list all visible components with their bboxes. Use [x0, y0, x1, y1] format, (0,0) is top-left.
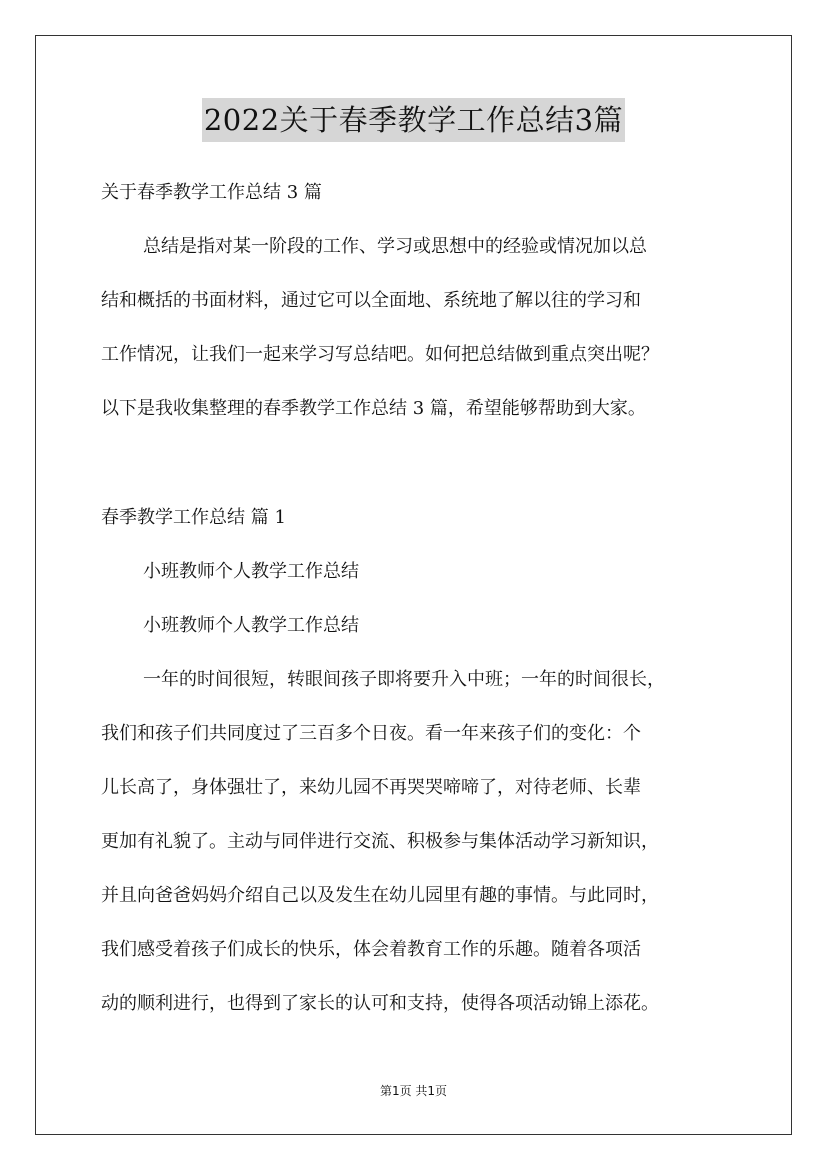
sub-heading-2: 小班教师个人教学工作总结: [143, 615, 359, 636]
body-line-7: 动的顺利进行，也得到了家长的认可和支持，使得各项活动锦上添花。: [101, 993, 659, 1014]
intro-line-2: 结和概括的书面材料，通过它可以全面地、系统地了解以往的学习和: [101, 290, 641, 311]
body-line-3: 儿长高了，身体强壮了，来幼儿园不再哭哭啼啼了，对待老师、长辈: [101, 777, 641, 798]
intro-line-4: 以下是我收集整理的春季教学工作总结 3 篇，希望能够帮助到大家。: [101, 398, 646, 419]
section-heading: 春季教学工作总结 篇 1: [101, 507, 286, 528]
body-line-2: 我们和孩子们共同度过了三百多个日夜。看一年来孩子们的变化：个: [101, 723, 641, 744]
sub-heading-1: 小班教师个人教学工作总结: [143, 561, 359, 582]
body-line-6: 我们感受着孩子们成长的快乐，体会着教育工作的乐趣。随着各项活: [101, 939, 641, 960]
body-line-1: 一年的时间很短，转眼间孩子即将要升入中班；一年的时间很长，: [143, 669, 665, 690]
document-title: 2022关于春季教学工作总结3篇: [202, 98, 625, 142]
title-container: [0, 98, 827, 142]
body-line-4: 更加有礼貌了。主动与同伴进行交流、积极参与集体活动学习新知识，: [101, 831, 659, 852]
page-footer: 第1页 共1页: [379, 1084, 448, 1098]
intro-line-3: 工作情况，让我们一起来学习写总结吧。如何把总结做到重点突出呢？: [101, 344, 659, 365]
subtitle: 关于春季教学工作总结 3 篇: [101, 182, 322, 203]
intro-line-1: 总结是指对某一阶段的工作、学习或思想中的经验或情况加以总: [143, 236, 647, 257]
body-line-5: 并且向爸爸妈妈介绍自己以及发生在幼儿园里有趣的事情。与此同时，: [101, 885, 659, 906]
